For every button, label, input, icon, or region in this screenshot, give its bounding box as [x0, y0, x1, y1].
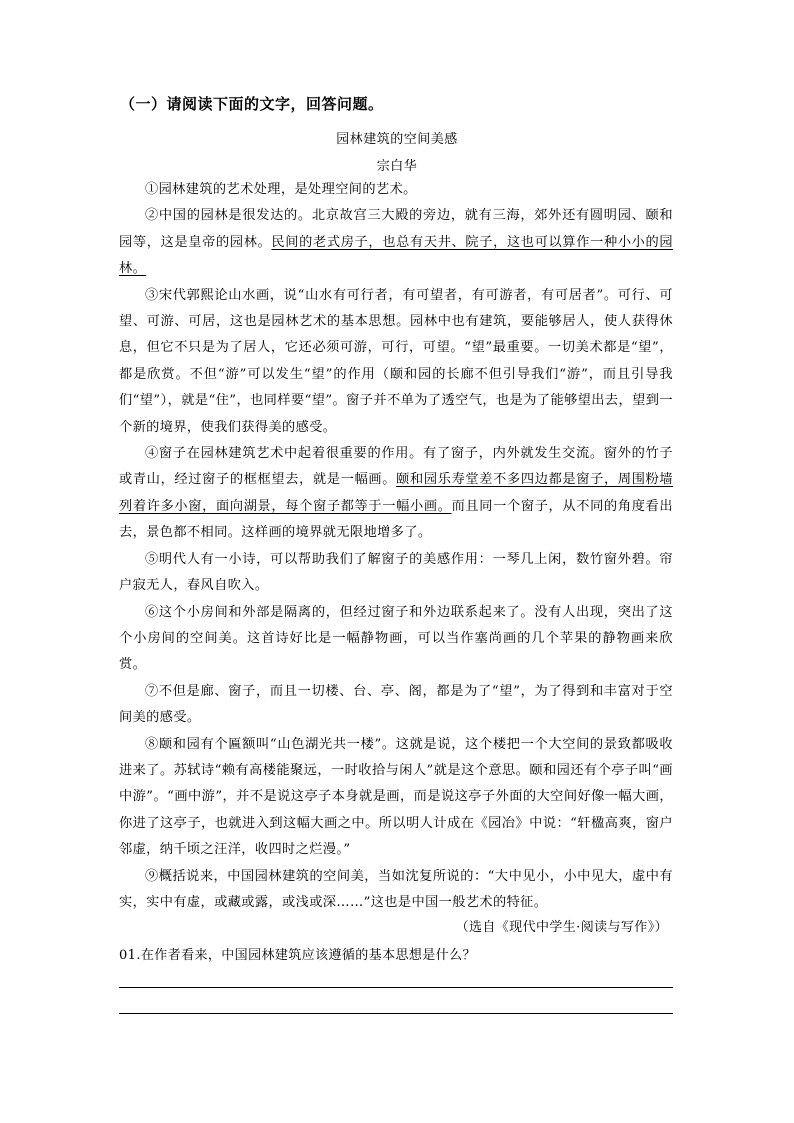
paragraph-3: ③宋代郭熙论山水画，说“山水有可行者，有可望者，有可游者，有可居者”。可行、可望、可游、可居，这也是园林艺术的基本思想。园林中也有建筑，要能够居人，使人获得休息，但它不只是为了居人，它还必须可游，可行，可望。“望”最重要。一切美术都是“望”，都是欣赏。不但“游”可以发生“望”的作用（颐和园的长廊不但引导我们“游”，而且引导我们“望”），就是“住”，也同样要“望”。窗子并不单为了透空气，也是为了能够望出去，望到一个新的境界，使我们获得美的感受。: [119, 287, 673, 435]
paragraph-4: ④窗子在园林建筑艺术中起着很重要的作用。有了窗子，内外就发生交流。窗外的竹子或青山，经过窗子的框框望去，就是一幅画。颐和园乐寿堂差不多四边都是窗子，周围粉墙列着许多小窗，面向湖景，每个窗子都等于一幅小画。而且同一个窗子，从不同的角度看出去，景色都不相同。这样画的境界就无限地增多了。: [119, 446, 674, 541]
paragraph-2: ②中国的园林是很发达的。北京故宫三大殿的旁边，就有三海，郊外还有圆明园、颐和园等，这是皇帝的园林。民间的老式房子，也总有天井、院子，这也可以算作一种小小的园林。: [119, 208, 673, 277]
answer-line[interactable]: [119, 987, 673, 988]
answer-line[interactable]: [119, 1013, 673, 1014]
section-heading: （一）请阅读下面的文字，回答问题。: [120, 95, 384, 113]
paragraph-7: ⑦不但是廊、窗子，而且一切楼、台、亭、阁，都是为了“望”，为了得到和丰富对于空间美的感受。: [119, 683, 673, 726]
paragraph-9: ⑨概括说来，中国园林建筑的空间美，当如沈复所说的：“大中见小，小中见大，虚中有实，实中有虚，或藏或露，或浅或深……”这也是中国一般艺术的特征。: [119, 868, 673, 910]
paragraph-8: ⑧颐和园有个匾额叫“山色湖光共一楼”。这就是说，这个楼把一个大空间的景致都吸收进来了。苏轼诗“赖有高楼能聚远，一时收拾与闲人”就是这个意思。颐和园还有个亭子叫“画中游”。“画中游”，并不是说这亭子本身就是画，而是说这亭子外面的大空间好像一幅大画，你进了这亭子，也就进入到这幅大画之中。所以明人计成在《园冶》中说：“轩楹高爽，窗户邻虚，纳千顷之汪洋，收四时之烂漫。”: [119, 736, 673, 858]
article-source: （选自《现代中学生·阅读与写作》）: [455, 920, 668, 935]
article-author: 宗白华: [376, 159, 418, 174]
article-body: [119, 177, 673, 916]
question-1: 01.在作者看来，中国园林建筑应该遵循的基本思想是什么？: [119, 948, 476, 963]
paragraph-5: ⑤明代人有一小诗，可以帮助我们了解窗子的美感作用：一琴几上闲，数竹窗外碧。帘户寂无人，春风自吹入。: [119, 551, 673, 594]
paragraph-1: ①园林建筑的艺术处理，是处理空间的艺术。: [145, 182, 417, 197]
underlined-sentence: 民间的老式房子，也总有天井、院子，这也可以算作一种小小的园林。: [119, 234, 673, 277]
underlined-sentence: 颐和园乐寿堂差不多四边都是窗子，周围粉墙列着许多小窗，面向湖景，每个窗子都等于一幅小画。: [119, 472, 674, 514]
paragraph-6: ⑥这个小房间和外部是隔离的，但经过窗子和外边联系起来了。没有人出现，突出了这个小房间的空间美。这首诗好比是一幅静物画，可以当作塞尚画的几个苹果的静物画来欣赏。: [119, 604, 673, 673]
article-title: 园林建筑的空间美感: [336, 132, 458, 147]
